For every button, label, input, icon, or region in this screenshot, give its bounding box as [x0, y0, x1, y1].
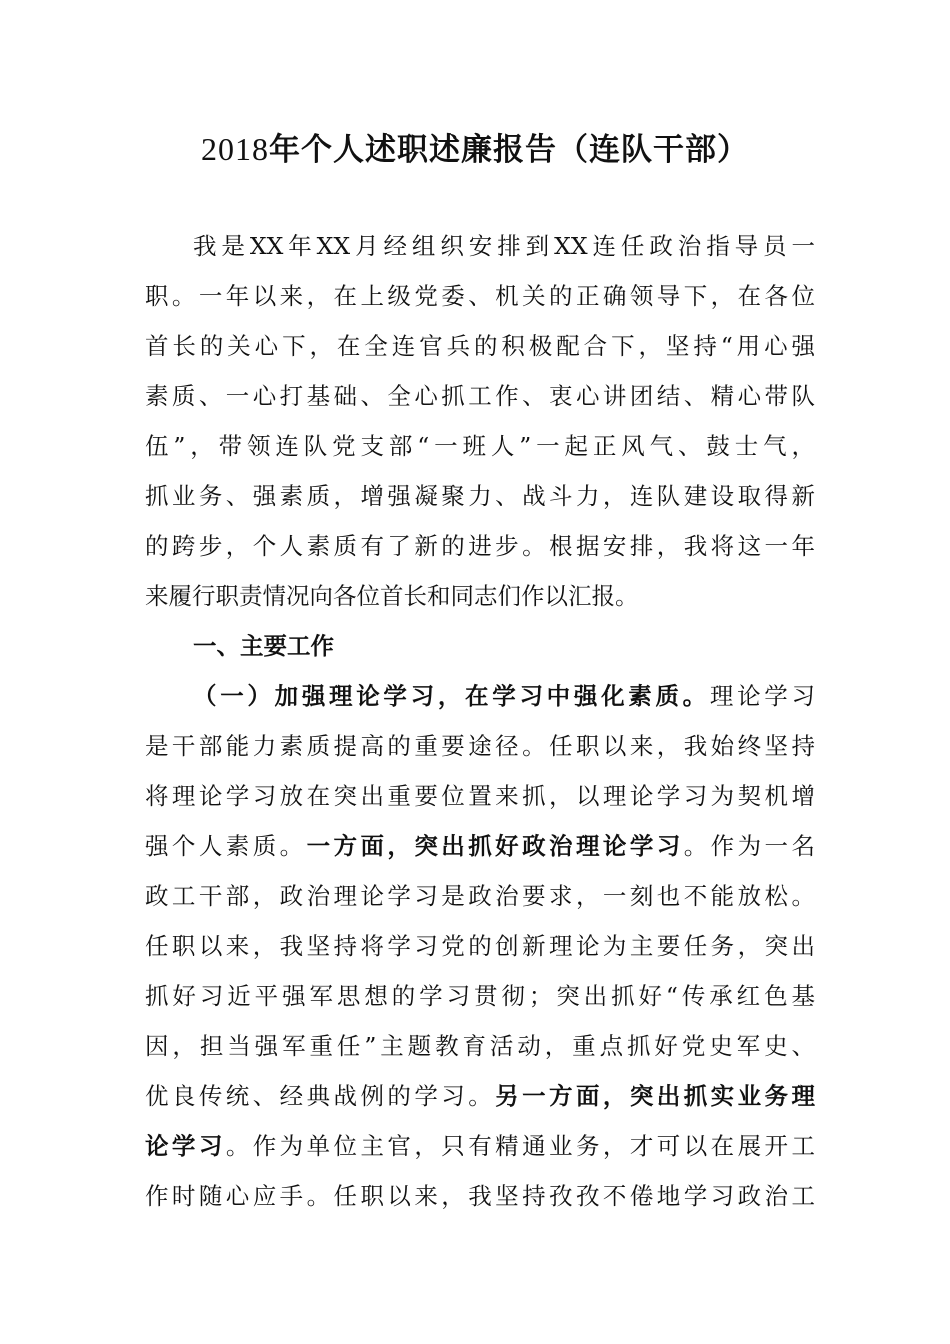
text-line [145, 371, 815, 421]
text-line [145, 471, 815, 521]
text-line [145, 871, 815, 921]
text-run: 职。一年以来，在上级党委、机关的正确领导下，在各位 [145, 282, 815, 310]
text-run: 。作为一名 [683, 832, 815, 860]
text-run: 作时随心应手。任职以来，我坚持孜孜不倦地学习政治工 [145, 1182, 815, 1210]
text-line [145, 671, 815, 721]
text-line [145, 221, 815, 271]
text-run: 我是XX年XX月经组织安排到XX连任政治指导员一 [193, 232, 815, 260]
text-line [145, 321, 815, 371]
text-line [145, 1071, 815, 1121]
text-run: 的跨步，个人素质有了新的进步。根据安排，我将这一年 [145, 532, 815, 560]
text-line [145, 1171, 815, 1221]
text-line [145, 1121, 815, 1171]
bold-text: 另一方面，突出抓实业务理 [495, 1082, 815, 1110]
text-run: 来履行职责情况向各位首长和同志们作以汇报。 [145, 582, 639, 610]
text-run: 抓业务、强素质，增强凝聚力、战斗力，连队建设取得新 [145, 482, 815, 510]
text-run: 。作为单位主官，只有精通业务，才可以在展开工 [225, 1132, 815, 1160]
text-run: 优良传统、经典战例的学习。 [145, 1082, 496, 1110]
document-title [0, 124, 950, 175]
text-line [145, 721, 815, 771]
text-run: 任职以来，我坚持将学习党的创新理论为主要任务，突出 [145, 932, 815, 960]
text-line [145, 971, 815, 1021]
text-run: 是干部能力素质提高的重要途径。任职以来，我始终坚持 [145, 732, 815, 760]
text-run: 因，担当强军重任”主题教育活动，重点抓好党史军史、 [145, 1032, 815, 1060]
text-line [145, 421, 815, 471]
bold-text: （一）加强理论学习，在学习中强化素质。 [193, 682, 710, 710]
section-heading [145, 621, 815, 671]
title-year: 2018 [201, 131, 269, 167]
text-run: 强个人素质。 [145, 832, 307, 860]
title-text: 年个人述职述廉报告（连队干部） [269, 132, 749, 168]
text-line [145, 821, 815, 871]
text-run: 首长的关心下，在全连官兵的积极配合下，坚持“用心强 [145, 332, 815, 360]
text-line [145, 921, 815, 971]
text-run: 理论学习 [709, 682, 816, 710]
bold-text: 一方面，突出抓好政治理论学习 [306, 832, 684, 860]
text-line [145, 271, 815, 321]
bold-text: 论学习 [145, 1132, 226, 1160]
bold-text: 一、主要工作 [193, 632, 334, 660]
text-line [145, 571, 815, 621]
text-run: 将理论学习放在突出重要位置来抓，以理论学习为契机增 [145, 782, 815, 810]
text-line [145, 771, 815, 821]
text-run: 政工干部，政治理论学习是政治要求，一刻也不能放松。 [145, 882, 815, 910]
text-run: 素质、一心打基础、全心抓工作、衷心讲团结、精心带队 [145, 382, 815, 410]
text-line [145, 521, 815, 571]
text-line [145, 1021, 815, 1071]
text-run: 伍”，带领连队党支部“一班人”一起正风气、鼓士气， [145, 432, 815, 460]
text-run: 抓好习近平强军思想的学习贯彻；突出抓好“传承红色基 [145, 982, 815, 1010]
